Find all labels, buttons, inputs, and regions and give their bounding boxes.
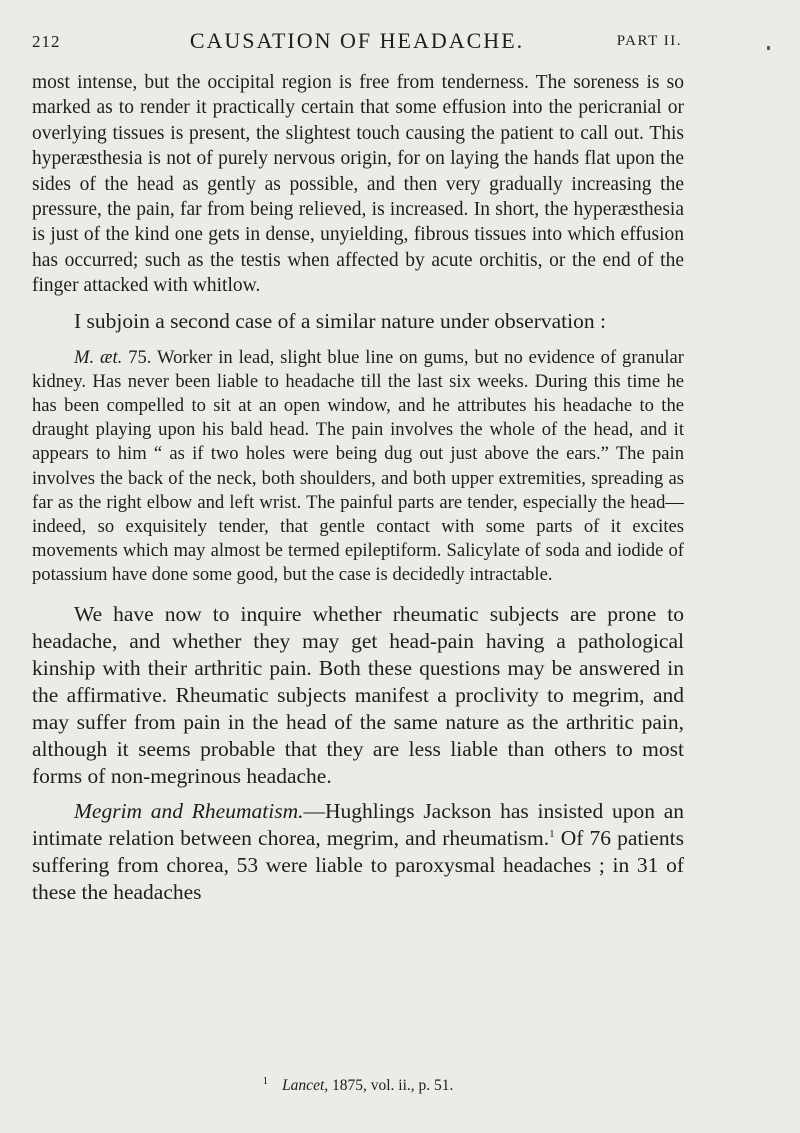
paragraph-rheumatic: We have now to inquire whether rheumatic subjects are prone to headache, and whether they may get head-pain having a pathological kinship with their arthritic pain. Both these questions may be answered in the affirmative. Rheumatic subjects manifest a proclivity to megrim, and may suffer from pain in the head of the same nature as the arthritic pain, although it seems probable that they are less liable than others to most forms of non-megrinous headache. bbox=[32, 601, 684, 788]
running-header bbox=[32, 28, 682, 58]
footnote bbox=[32, 1074, 684, 1095]
running-title: CAUSATION OF HEADACHE. bbox=[189, 28, 525, 53]
case-label: M. æt. bbox=[74, 346, 123, 368]
section-heading: Megrim and Rheumatism. bbox=[74, 798, 304, 823]
footnote-reference: 1 bbox=[549, 827, 555, 840]
case-text: 75. Worker in lead, slight blue line on gums, but no evidence of granular kidney. Has never been liable to headache till the last six weeks. During this time he has been compelled to sit at an open window, and he attributes his headache to the draught playing upon his bald head. The pain involves the whole of the head, and it appears to him “ as if two holes were being dug out just above the ears.” The pain involves the back of the neck, both shoulders, and both upper extremities, spreading as far as the right elbow and left wrist. The painful parts are tender, especially the head—indeed, so exquisitely tender, that gentle contact with some parts of it excites movements which may almost be termed epileptiform. Salicylate of soda and iodide of potassium have done some good, but the case is decidedly intractable. bbox=[32, 346, 684, 586]
page-number: 212 bbox=[32, 32, 61, 51]
footnote-marker: 1 bbox=[262, 1074, 269, 1087]
page-body bbox=[32, 70, 684, 906]
part-label: PART II. bbox=[616, 33, 682, 49]
footnote-source: Lancet, bbox=[282, 1077, 329, 1094]
footnote-citation: 1875, vol. ii., p. 51. bbox=[328, 1077, 454, 1094]
case-report bbox=[32, 346, 684, 588]
paragraph-megrim-rheumatism bbox=[32, 798, 684, 906]
print-speck bbox=[767, 46, 770, 50]
paragraph-continued: most intense, but the occipital region is free from tenderness. The soreness is so marked as to render it practically certain that some effusion into the pericranial or overlying tissues is present, the slightest touch causing the patient to call out. This hyperæsthesia is not of purely nervous origin, for on laying the hands flat upon the sides of the head as gently as possible, and then very gradually increasing the pressure, the pain, far from being relieved, is increased. In short, the hyperæsthesia is just of the kind one gets in dense, unyielding, fibrous tissues into which effusion has occurred; such as the testis when affected by acute orchitis, or the end of the finger attacked with whitlow. bbox=[32, 72, 684, 297]
paragraph-text: —Hughlings Jackson has insisted upon an intimate relation between chorea, megrim, and rheumatism. bbox=[32, 798, 684, 850]
paragraph-case-intro: I subjoin a second case of a similar nature under observation : bbox=[74, 308, 606, 333]
paragraph-text-continued: Of 76 patients suffering from chorea, 53 were liable to paroxysmal headaches ; in 31 of these the headaches bbox=[32, 825, 684, 904]
